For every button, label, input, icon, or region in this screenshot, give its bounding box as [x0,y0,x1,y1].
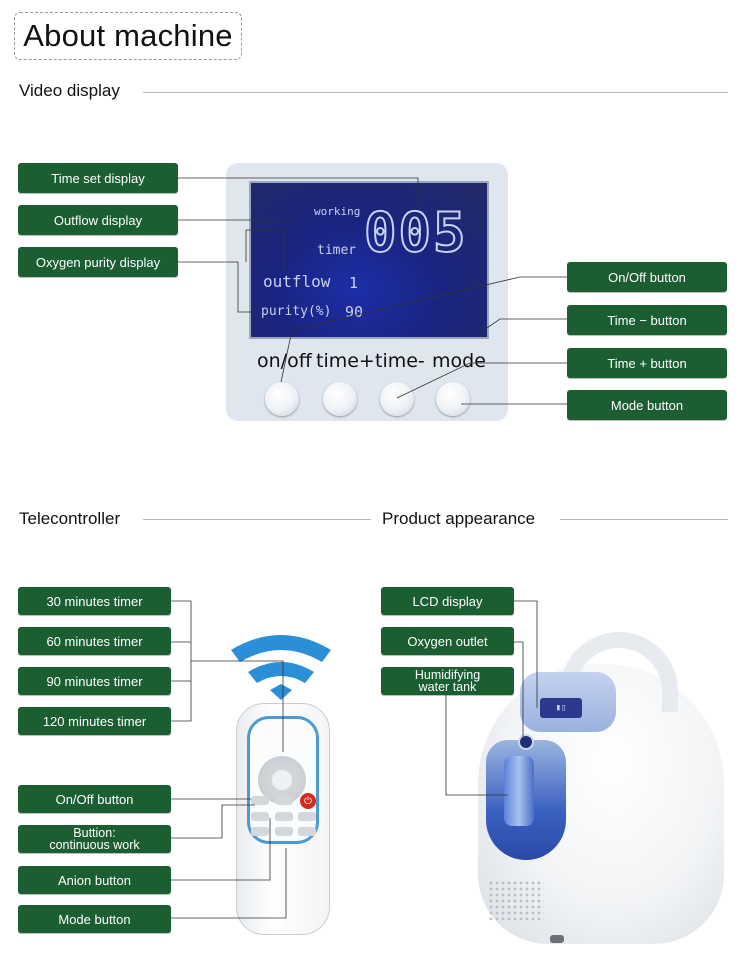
panel-label-time-plus: time+ [316,350,375,372]
label-remote-on-off-button: On/Off button [18,785,171,813]
panel-label-time-minus: time- [375,350,425,372]
label-time-plus-button: Time + button [567,348,727,378]
label-remote-mode-button: Mode button [18,905,171,933]
divider [560,519,728,520]
screen-outflow-label: outflow [263,272,331,291]
label-oxygen-purity-display: Oxygen purity display [18,247,178,277]
label-outflow-display: Outflow display [18,205,178,235]
remote-key[interactable] [275,812,293,821]
label-mode-button: Mode button [567,390,727,420]
label-humidifying-water-tank: Humidifying water tank [381,667,514,695]
remote-key[interactable] [298,827,316,836]
screen-time-digits: 005 [364,201,468,264]
section-video-display: Video display [19,81,120,100]
divider [143,519,371,520]
label-90-minutes-timer: 90 minutes timer [18,667,171,695]
panel-label-on-off: on/off [257,350,312,372]
power-icon[interactable]: ⏻ [300,793,316,809]
screen-purity-label: purity(%) [261,304,332,319]
label-anion-button: Anion button [18,866,171,894]
screen-purity-value: 90 [345,303,364,321]
screen-outflow-value: 1 [349,274,359,292]
oxygen-outlet-icon [518,734,534,750]
screen-timer-text: timer [317,243,357,258]
panel-time-plus-button[interactable] [323,382,357,416]
remote-key[interactable] [275,796,293,805]
machine-foot [550,935,564,943]
section-product-appearance: Product appearance [382,509,536,528]
label-continuous-work-button: Buttion: continuous work [18,825,171,853]
page-title: About machine [14,12,242,60]
screen-working-text: working [314,205,361,218]
vent-grill [488,880,544,920]
label-on-off-button: On/Off button [567,262,727,292]
label-time-minus-button: Time − button [567,305,727,335]
remote-key[interactable] [251,812,269,821]
label-30-minutes-timer: 30 minutes timer [18,587,171,615]
remote-dpad-center[interactable] [272,770,292,790]
label-lcd-display: LCD display [381,587,514,615]
panel-time-minus-button[interactable] [380,382,414,416]
label-oxygen-outlet: Oxygen outlet [381,627,514,655]
panel-mode-button[interactable] [436,382,470,416]
label-120-minutes-timer: 120 minutes timer [18,707,171,735]
label-60-minutes-timer: 60 minutes timer [18,627,171,655]
remote-key[interactable] [275,827,293,836]
lcd-screen [249,181,489,339]
section-telecontroller: Telecontroller [19,509,121,528]
remote-key[interactable] [251,796,269,805]
divider [143,92,728,93]
remote-key[interactable] [251,827,269,836]
water-tank [504,756,534,826]
panel-label-mode: mode [432,350,486,372]
panel-on-off-button[interactable] [265,382,299,416]
machine-lcd: ▮▯ [540,698,582,718]
label-time-set-display: Time set display [18,163,178,193]
remote-key[interactable] [298,812,316,821]
